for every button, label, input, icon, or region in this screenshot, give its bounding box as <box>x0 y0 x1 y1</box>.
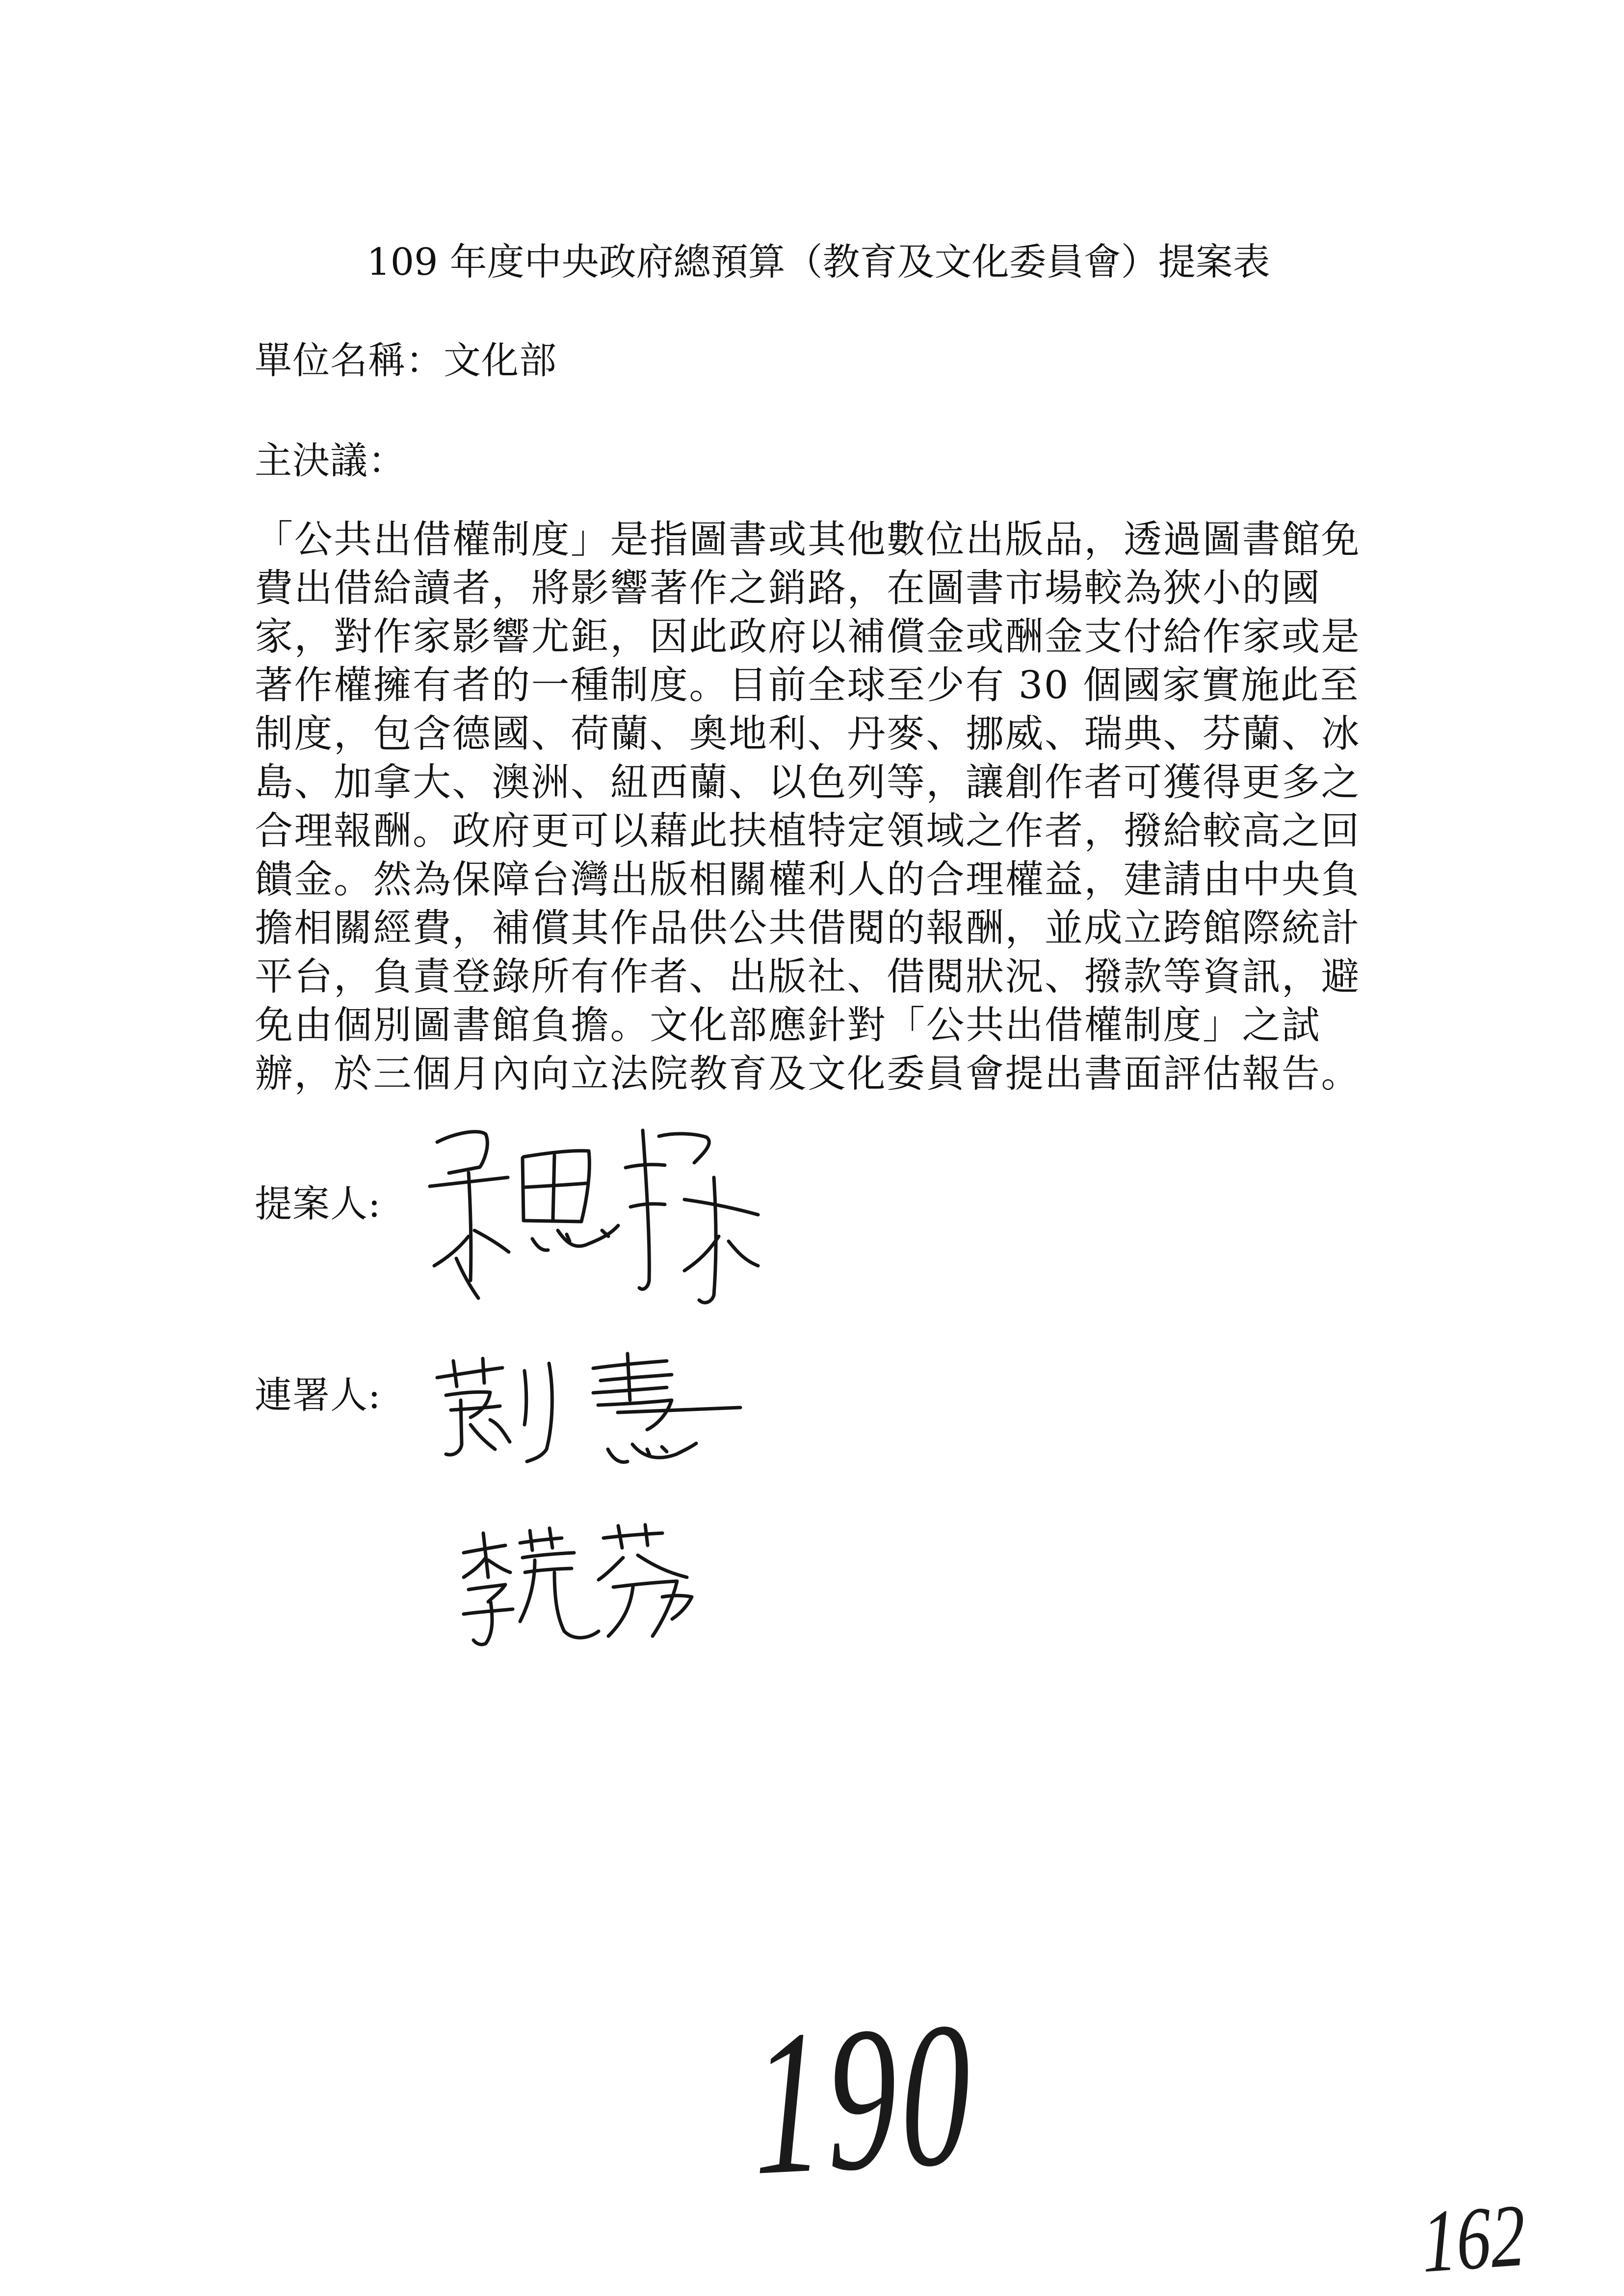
resolution-line: 合理報酬。政府更可以藉此扶植特定領域之作者，撥給較高之回 <box>255 809 1361 853</box>
document-title: 109 年度中央政府總預算（教育及文化委員會）提案表 <box>367 240 1270 284</box>
resolution-line: 免由個別圖書館負擔。文化部應針對「公共出借權制度」之試 <box>255 1003 1321 1047</box>
proposer-label: 提案人: <box>255 1182 381 1226</box>
resolution-label: 主決議： <box>255 439 406 482</box>
handwritten-sheet-number: 162 <box>1420 2186 1527 2292</box>
resolution-line: 費出借給讀者，將影響著作之銷路，在圖書市場較為狹小的國 <box>255 566 1321 610</box>
cosigner-signature <box>431 1351 743 1469</box>
unit-name: 文化部 <box>444 339 557 382</box>
resolution-line: 辦，於三個月內向立法院教育及文化委員會提出書面評估報告。 <box>255 1052 1361 1096</box>
resolution-line: 制度，包含德國、荷蘭、奧地利、丹麥、挪威、瑞典、芬蘭、冰 <box>255 712 1361 756</box>
unit-line <box>255 336 557 385</box>
cosigner-label: 連署人: <box>255 1373 381 1417</box>
resolution-line: 擔相關經費，補償其作品供公共借閱的報酬，並成立跨館際統計 <box>255 906 1361 950</box>
resolution-line: 饋金。然為保障台灣出版相關權利人的合理權益，建請由中央負 <box>255 858 1361 902</box>
resolution-line: 「公共出借權制度」是指圖書或其他數位出版品，透過圖書館免 <box>255 518 1361 562</box>
resolution-line: 家，對作家影響尤鉅，因此政府以補償金或酬金支付給作家或是 <box>255 615 1361 659</box>
resolution-line: 島、加拿大、澳洲、紐西蘭、以色列等，讓創作者可獲得更多之 <box>255 760 1361 805</box>
handwritten-page-number: 190 <box>750 1979 977 2218</box>
unit-label: 單位名稱： <box>255 339 444 382</box>
resolution-body <box>255 516 1361 1098</box>
resolution-line: 平台，負責登錄所有作者、出版社、借閱狀況、撥款等資訊，避 <box>255 955 1361 999</box>
proposer-signature <box>419 1119 765 1310</box>
cosigner-signature <box>456 1523 699 1648</box>
resolution-line: 著作權擁有者的一種制度。目前全球至少有 30 個國家實施此至 <box>255 663 1360 707</box>
